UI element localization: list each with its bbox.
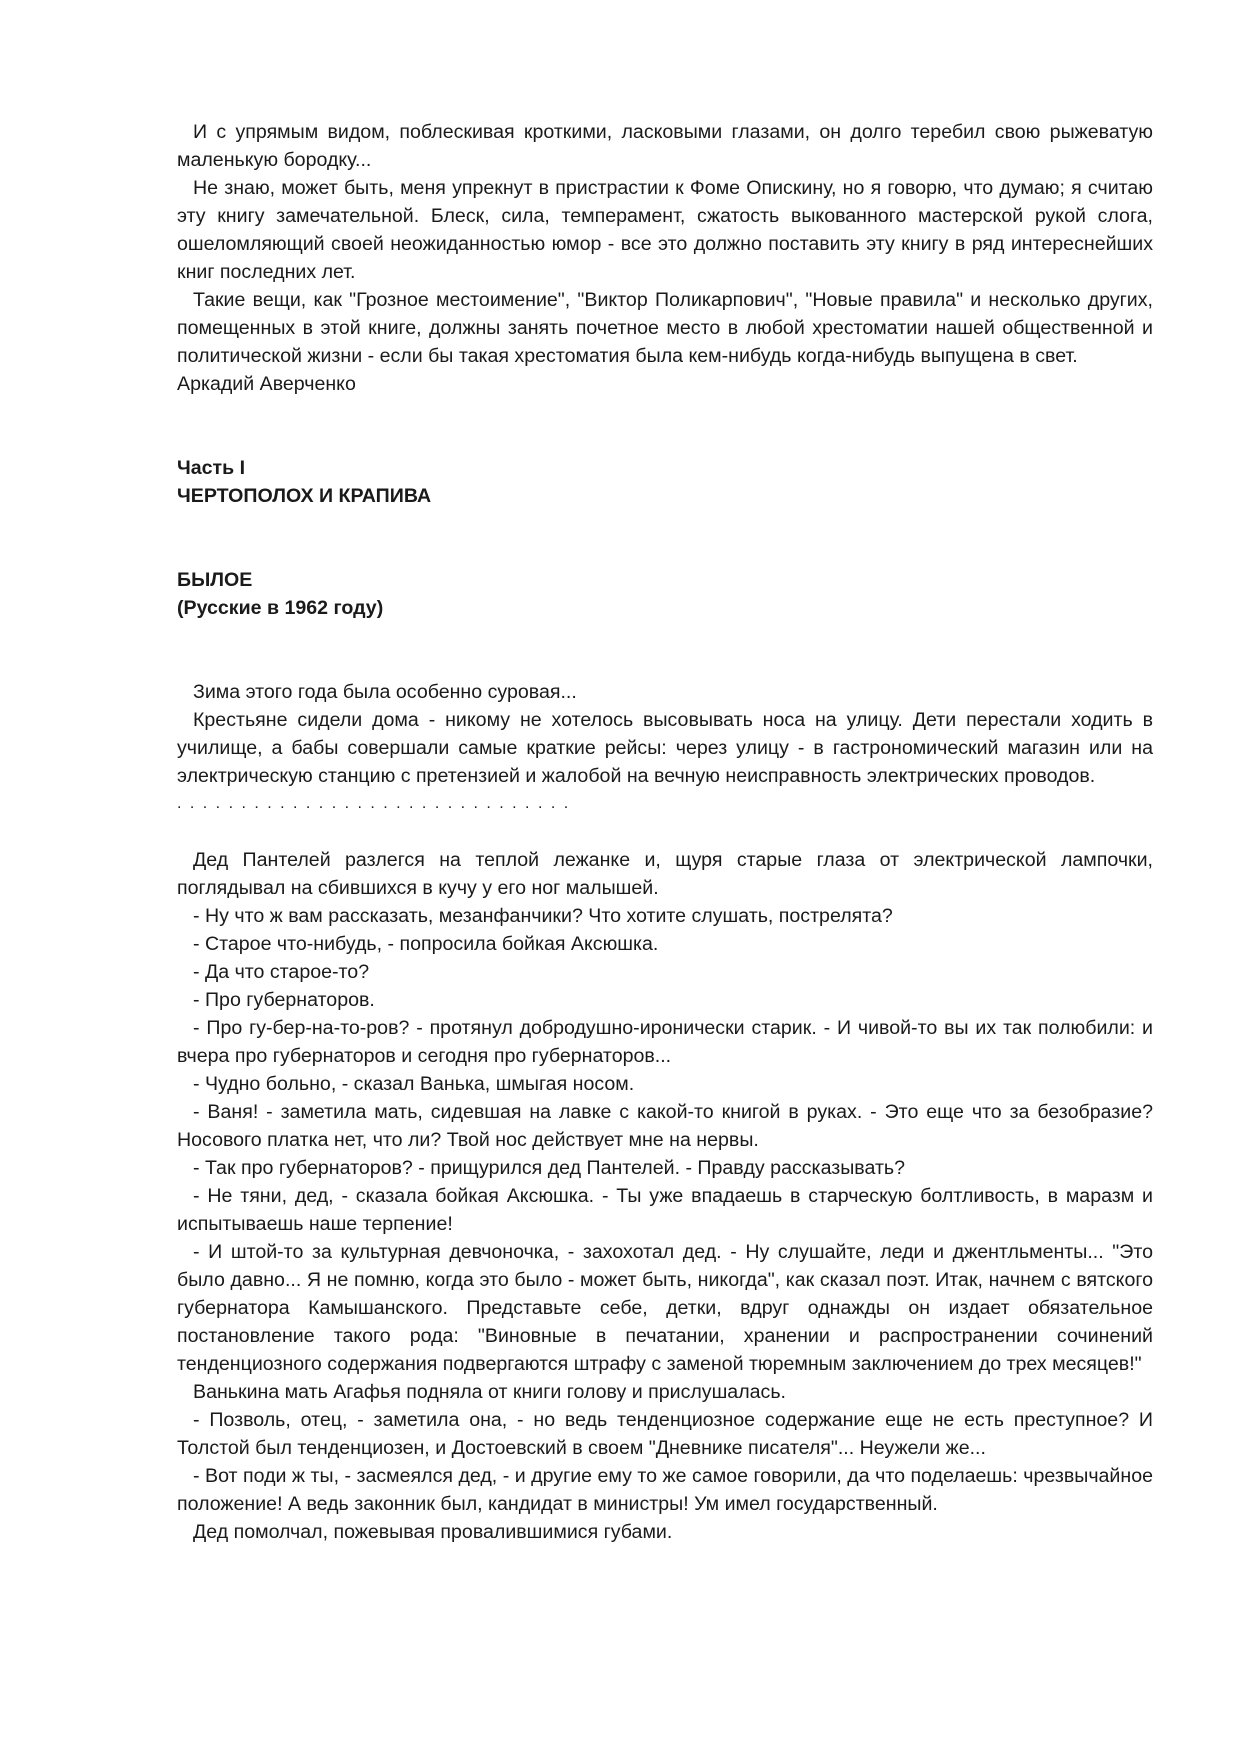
paragraph: Зима этого года была особенно суровая...: [193, 681, 577, 703]
section-separator: . . . . . . . . . . . . . . . . . . . . . . . . . . . . . . .: [177, 795, 571, 812]
paragraph: Дед помолчал, пожевывая провалившимися губами.: [193, 1521, 673, 1543]
dialogue-line: - Так про губернаторов? - прищурился дед Пантелей. - Правду рассказывать?: [193, 1157, 906, 1179]
chapter-subtitle: (Русские в 1962 году): [177, 597, 384, 619]
dialogue-line: - Не тяни, дед, - сказала бойкая Аксюшка. - Ты уже впадаешь в старческую болтливость, в маразм и испытываешь наше терпение!: [177, 1185, 1153, 1235]
dialogue-line: - Ваня! - заметила мать, сидевшая на лавке с какой-то книгой в руках. - Это еще что за безобразие? Носового платка нет, что ли? Твой нос действует мне на нервы.: [177, 1101, 1153, 1151]
dialogue-line: - Ну что ж вам рассказать, мезанфанчики? Что хотите слушать, пострелята?: [193, 905, 893, 927]
dialogue-line: - Про гу-бер-на-то-ров? - протянул добродушно-иронически старик. - И чивой-то вы их так полюбили: и вчера про губернаторов и сегодня про губернаторов...: [177, 1017, 1153, 1067]
dialogue-line: - Чудно больно, - сказал Ванька, шмыгая носом.: [193, 1073, 635, 1095]
intro-paragraph: И с упрямым видом, поблескивая кроткими, ласковыми глазами, он долго теребил свою рыжеватую маленькую бородку...: [177, 121, 1153, 171]
document-page: [177, 118, 1153, 1546]
paragraph: Дед Пантелей разлегся на теплой лежанке и, щуря старые глаза от электрической лампочки, поглядывал на сбившихся в кучу у его ног малышей.: [177, 849, 1153, 899]
chapter-title: БЫЛОЕ: [177, 569, 253, 591]
part-title: ЧЕРТОПОЛОХ И КРАПИВА: [177, 485, 432, 507]
dialogue-line: - И штой-то за культурная девчоночка, - захохотал дед. - Ну слушайте, леди и джентльменты... "Это было давно... Я не помню, когда это было - может быть, никогда", как сказал поэт. Итак, начнем с вятского губернатора Камышанского. Представьте себе, детки, вдруг однажды он издает обязательное постановление такого рода: "Виновные в печатании, хранении и распространении сочинений тенденциозного содержания подвергаются штрафу с заменой тюремным заключением до трех месяцев!": [177, 1241, 1153, 1375]
dialogue-line: - Вот поди ж ты, - засмеялся дед, - и другие ему то же самое говорили, да что поделаешь: чрезвычайное положение! А ведь законник был, кандидат в министры! Ум имел государственный.: [177, 1465, 1153, 1515]
dialogue-line: - Про губернаторов.: [193, 989, 375, 1011]
author-signature: Аркадий Аверченко: [177, 373, 356, 395]
dialogue-line: - Старое что-нибудь, - попросила бойкая Аксюшка.: [193, 933, 659, 955]
spacer: [177, 622, 1153, 678]
spacer: [177, 510, 1153, 566]
paragraph: Ванькина мать Агафья подняла от книги голову и прислушалась.: [193, 1381, 786, 1403]
dialogue-line: - Да что старое-то?: [193, 961, 370, 983]
paragraph: Крестьяне сидели дома - никому не хотелось высовывать носа на улицу. Дети перестали ходить в училище, а бабы совершали самые краткие рейсы: через улицу - в гастрономический магазин или на электрическую станцию с претензией и жалобой на вечную неисправность электрических проводов.: [177, 709, 1153, 787]
spacer: [177, 818, 1153, 846]
spacer: [177, 398, 1153, 454]
intro-paragraph: Такие вещи, как "Грозное местоимение", "Виктор Поликарпович", "Новые правила" и несколько других, помещенных в этой книге, должны занять почетное место в любой хрестоматии нашей общественной и политической жизни - если бы такая хрестоматия была кем-нибудь когда-нибудь выпущена в свет.: [177, 289, 1153, 367]
part-number: Часть I: [177, 457, 246, 479]
intro-paragraph: Не знаю, может быть, меня упрекнут в пристрастии к Фоме Опискину, но я говорю, что думаю; я считаю эту книгу замечательной. Блеск, сила, темперамент, сжатость выкованного мастерской рукой слога, ошеломляющий своей неожиданностью юмор - все это должно поставить эту книгу в ряд интереснейших книг последних лет.: [177, 177, 1153, 283]
dialogue-line: - Позволь, отец, - заметила она, - но ведь тенденциозное содержание еще не есть преступное? И Толстой был тенденциозен, и Достоевский в своем "Дневнике писателя"... Неужели же...: [177, 1409, 1153, 1459]
